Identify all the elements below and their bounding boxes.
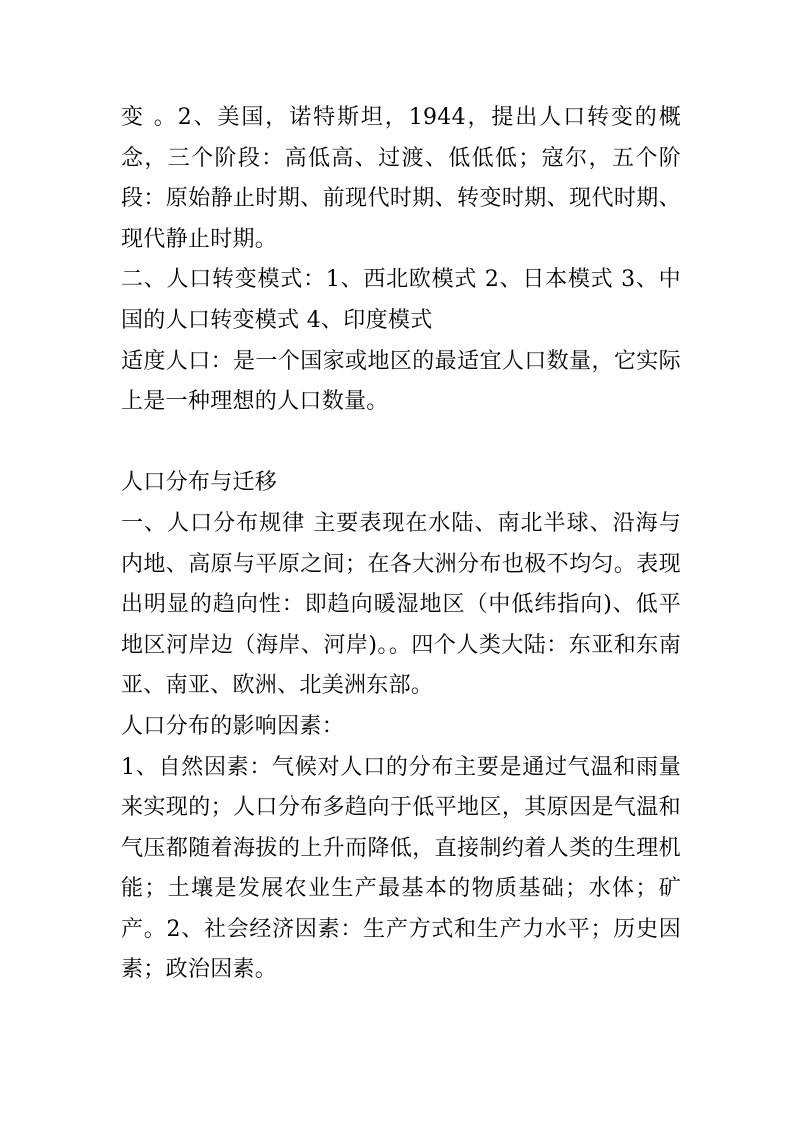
blank-line xyxy=(121,423,681,464)
document-page xyxy=(121,98,681,991)
subheading-distribution-factors: 人口分布的影响因素： xyxy=(121,713,345,739)
paragraph-optimum-population: 适度人口：是一个国家或地区的最适宜人口数量，它实际上是一种理想的人口数量。 xyxy=(121,348,681,415)
paragraph-transition-models: 二、人口转变模式：1、西北欧模式 2、日本模式 3、中国的人口转变模式 4、印度模式 xyxy=(121,267,681,333)
paragraph-distribution-pattern: 一、人口分布规律 主要表现在水陆、南北半球、沿海与内地、高原与平原之间；在各大洲分布也极不均匀。表现出明显的趋向性：即趋向暖湿地区（中低纬指向)、低平地区河岸边（海岸、河岸)。。四个人类大陆：东亚和东南亚、南亚、欧洲、北美洲东部。 xyxy=(121,510,681,699)
paragraph-population-transition-theory: 变 。2、美国，诺特斯坦，1944，提出人口转变的概念，三个阶段：高低高、过渡、低低低；寇尔，五个阶段：原始静止时期、前现代时期、转变时期、现代时期、现代静止时期。 xyxy=(121,105,681,252)
paragraph-factors-detail: 1、自然因素：气候对人口的分布主要是通过气温和雨量来实现的；人口分布多趋向于低平地区，其原因是气温和气压都随着海拔的上升而降低，直接制约着人类的生理机能；土壤是发展农业生产最基本的物质基础；水体；矿产。2、社会经济因素：生产方式和生产力水平；历史因素；政治因素。 xyxy=(121,754,681,983)
section-heading-distribution-migration: 人口分布与迁移 xyxy=(121,470,278,496)
